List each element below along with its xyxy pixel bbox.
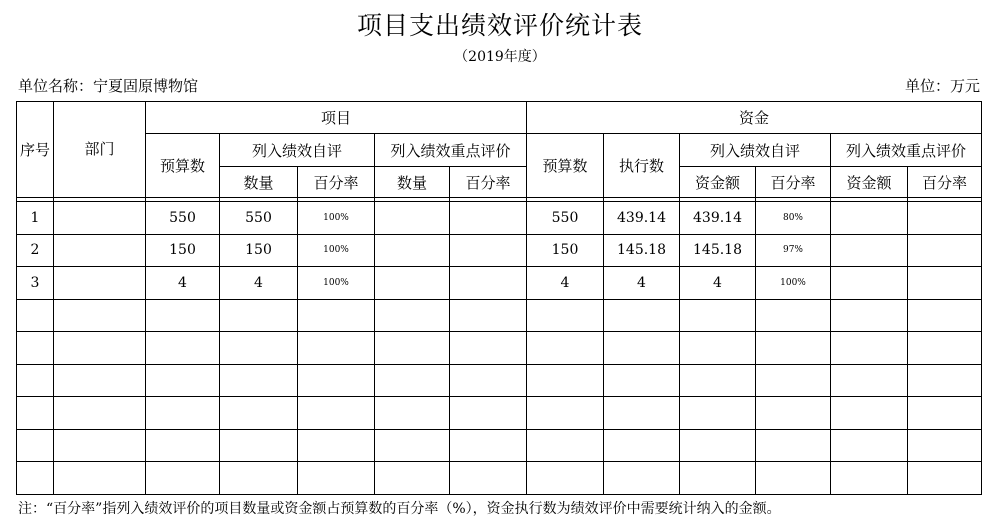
empty-table-row	[17, 332, 982, 365]
empty-cell	[17, 397, 54, 430]
table-row	[17, 202, 982, 235]
empty-cell	[375, 462, 450, 495]
cell-project-key-qty	[375, 202, 450, 235]
empty-cell	[831, 462, 908, 495]
header-project: 项目	[146, 102, 527, 134]
cell-seq: 3	[17, 267, 54, 300]
footnote: 注：“百分率”指列入绩效评价的项目数量或资金额占预算数的百分率（%），资金执行数为绩效评价中需要统计纳入的金额。	[18, 501, 781, 517]
cell-fund-executed: 4	[604, 267, 680, 300]
empty-cell	[450, 462, 527, 495]
empty-cell	[298, 299, 375, 332]
empty-cell	[831, 332, 908, 365]
empty-cell	[756, 364, 831, 397]
empty-cell	[831, 364, 908, 397]
cell-fund-budget: 550	[527, 202, 604, 235]
empty-cell	[527, 462, 604, 495]
header-project-self-pct: 百分率	[298, 167, 375, 198]
cell-dept	[54, 234, 146, 267]
cell-fund-self-pct: 100%	[756, 267, 831, 300]
cell-project-self-qty: 150	[220, 234, 298, 267]
cell-fund-self-amount: 4	[680, 267, 756, 300]
empty-cell	[604, 299, 680, 332]
header-dept: 部门	[54, 102, 146, 198]
table-row	[17, 267, 982, 300]
empty-cell	[17, 332, 54, 365]
empty-cell	[680, 299, 756, 332]
header-project-self-qty: 数量	[220, 167, 298, 198]
empty-cell	[450, 332, 527, 365]
empty-cell	[17, 462, 54, 495]
empty-table-row	[17, 462, 982, 495]
cell-project-self-pct: 100%	[298, 267, 375, 300]
header-fund-self-pct: 百分率	[756, 167, 831, 198]
cell-project-key-qty	[375, 267, 450, 300]
header-project-budget: 预算数	[146, 134, 220, 198]
header-fund-key-eval: 列入绩效重点评价	[831, 134, 982, 167]
evaluation-table	[16, 101, 982, 495]
empty-cell	[756, 299, 831, 332]
empty-cell	[54, 397, 146, 430]
cell-project-budget: 150	[146, 234, 220, 267]
cell-fund-key-amount	[831, 267, 908, 300]
empty-cell	[375, 364, 450, 397]
empty-cell	[375, 299, 450, 332]
empty-cell	[298, 364, 375, 397]
empty-cell	[220, 462, 298, 495]
empty-cell	[375, 332, 450, 365]
cell-project-key-pct	[450, 267, 527, 300]
cell-project-self-qty: 550	[220, 202, 298, 235]
empty-cell	[375, 397, 450, 430]
empty-cell	[831, 429, 908, 462]
empty-cell	[146, 364, 220, 397]
empty-cell	[450, 397, 527, 430]
cell-project-self-pct: 100%	[298, 202, 375, 235]
empty-cell	[375, 429, 450, 462]
unit-name-label: 单位名称：宁夏固原博物馆	[18, 77, 199, 95]
empty-table-row	[17, 397, 982, 430]
header-seq: 序号	[17, 102, 54, 198]
header-fund-key-amount: 资金额	[831, 167, 908, 198]
empty-cell	[450, 364, 527, 397]
empty-cell	[146, 429, 220, 462]
cell-project-key-pct	[450, 202, 527, 235]
empty-cell	[17, 429, 54, 462]
empty-table-row	[17, 429, 982, 462]
cell-project-key-pct	[450, 234, 527, 267]
cell-project-budget: 4	[146, 267, 220, 300]
header-project-self-eval: 列入绩效自评	[220, 134, 375, 167]
empty-cell	[756, 429, 831, 462]
empty-cell	[54, 299, 146, 332]
empty-cell	[54, 332, 146, 365]
empty-cell	[450, 299, 527, 332]
empty-cell	[604, 429, 680, 462]
empty-cell	[450, 429, 527, 462]
empty-cell	[220, 299, 298, 332]
empty-cell	[908, 332, 982, 365]
empty-cell	[220, 397, 298, 430]
cell-fund-executed: 145.18	[604, 234, 680, 267]
empty-cell	[908, 397, 982, 430]
empty-cell	[908, 364, 982, 397]
empty-cell	[908, 299, 982, 332]
empty-cell	[527, 332, 604, 365]
empty-cell	[146, 299, 220, 332]
cell-fund-executed: 439.14	[604, 202, 680, 235]
cell-project-self-qty: 4	[220, 267, 298, 300]
empty-cell	[220, 364, 298, 397]
empty-cell	[298, 429, 375, 462]
empty-cell	[298, 462, 375, 495]
empty-cell	[146, 462, 220, 495]
empty-cell	[298, 332, 375, 365]
empty-cell	[146, 332, 220, 365]
empty-cell	[220, 429, 298, 462]
empty-cell	[908, 429, 982, 462]
header-fund-budget: 预算数	[527, 134, 604, 198]
empty-table-row	[17, 364, 982, 397]
cell-fund-self-pct: 97%	[756, 234, 831, 267]
page-title: 项目支出绩效评价统计表	[356, 11, 643, 40]
header-fund-self-amount: 资金额	[680, 167, 756, 198]
empty-cell	[604, 332, 680, 365]
empty-cell	[680, 397, 756, 430]
empty-cell	[220, 332, 298, 365]
empty-cell	[54, 429, 146, 462]
empty-cell	[831, 299, 908, 332]
empty-cell	[831, 397, 908, 430]
empty-cell	[756, 462, 831, 495]
cell-fund-self-amount: 145.18	[680, 234, 756, 267]
empty-cell	[604, 462, 680, 495]
cell-fund-key-pct	[908, 202, 982, 235]
empty-cell	[527, 397, 604, 430]
empty-cell	[298, 397, 375, 430]
cell-project-self-pct: 100%	[298, 234, 375, 267]
header-fund-executed: 执行数	[604, 134, 680, 198]
empty-cell	[17, 364, 54, 397]
cell-fund-key-pct	[908, 234, 982, 267]
header-project-key-qty: 数量	[375, 167, 450, 198]
empty-cell	[908, 462, 982, 495]
currency-unit-label: 单位：万元	[904, 77, 980, 95]
cell-fund-budget: 4	[527, 267, 604, 300]
cell-seq: 2	[17, 234, 54, 267]
cell-fund-key-amount	[831, 202, 908, 235]
empty-cell	[17, 299, 54, 332]
header-project-key-pct: 百分率	[450, 167, 527, 198]
empty-cell	[54, 364, 146, 397]
cell-dept	[54, 267, 146, 300]
empty-table-row	[17, 299, 982, 332]
empty-cell	[146, 397, 220, 430]
cell-project-key-qty	[375, 234, 450, 267]
empty-cell	[604, 397, 680, 430]
cell-dept	[54, 202, 146, 235]
header-funds: 资金	[527, 102, 982, 134]
page-subtitle: （2019年度）	[454, 49, 546, 65]
cell-fund-key-amount	[831, 234, 908, 267]
empty-cell	[527, 299, 604, 332]
empty-cell	[527, 429, 604, 462]
empty-cell	[756, 332, 831, 365]
cell-fund-budget: 150	[527, 234, 604, 267]
empty-cell	[604, 364, 680, 397]
empty-cell	[680, 364, 756, 397]
cell-project-budget: 550	[146, 202, 220, 235]
cell-fund-self-pct: 80%	[756, 202, 831, 235]
empty-cell	[680, 332, 756, 365]
cell-seq: 1	[17, 202, 54, 235]
cell-fund-key-pct	[908, 267, 982, 300]
empty-cell	[527, 364, 604, 397]
header-fund-self-eval: 列入绩效自评	[680, 134, 831, 167]
empty-cell	[756, 397, 831, 430]
header-fund-key-pct: 百分率	[908, 167, 982, 198]
empty-cell	[680, 462, 756, 495]
empty-cell	[54, 462, 146, 495]
empty-cell	[680, 429, 756, 462]
cell-fund-self-amount: 439.14	[680, 202, 756, 235]
header-project-key-eval: 列入绩效重点评价	[375, 134, 527, 167]
table-row	[17, 234, 982, 267]
